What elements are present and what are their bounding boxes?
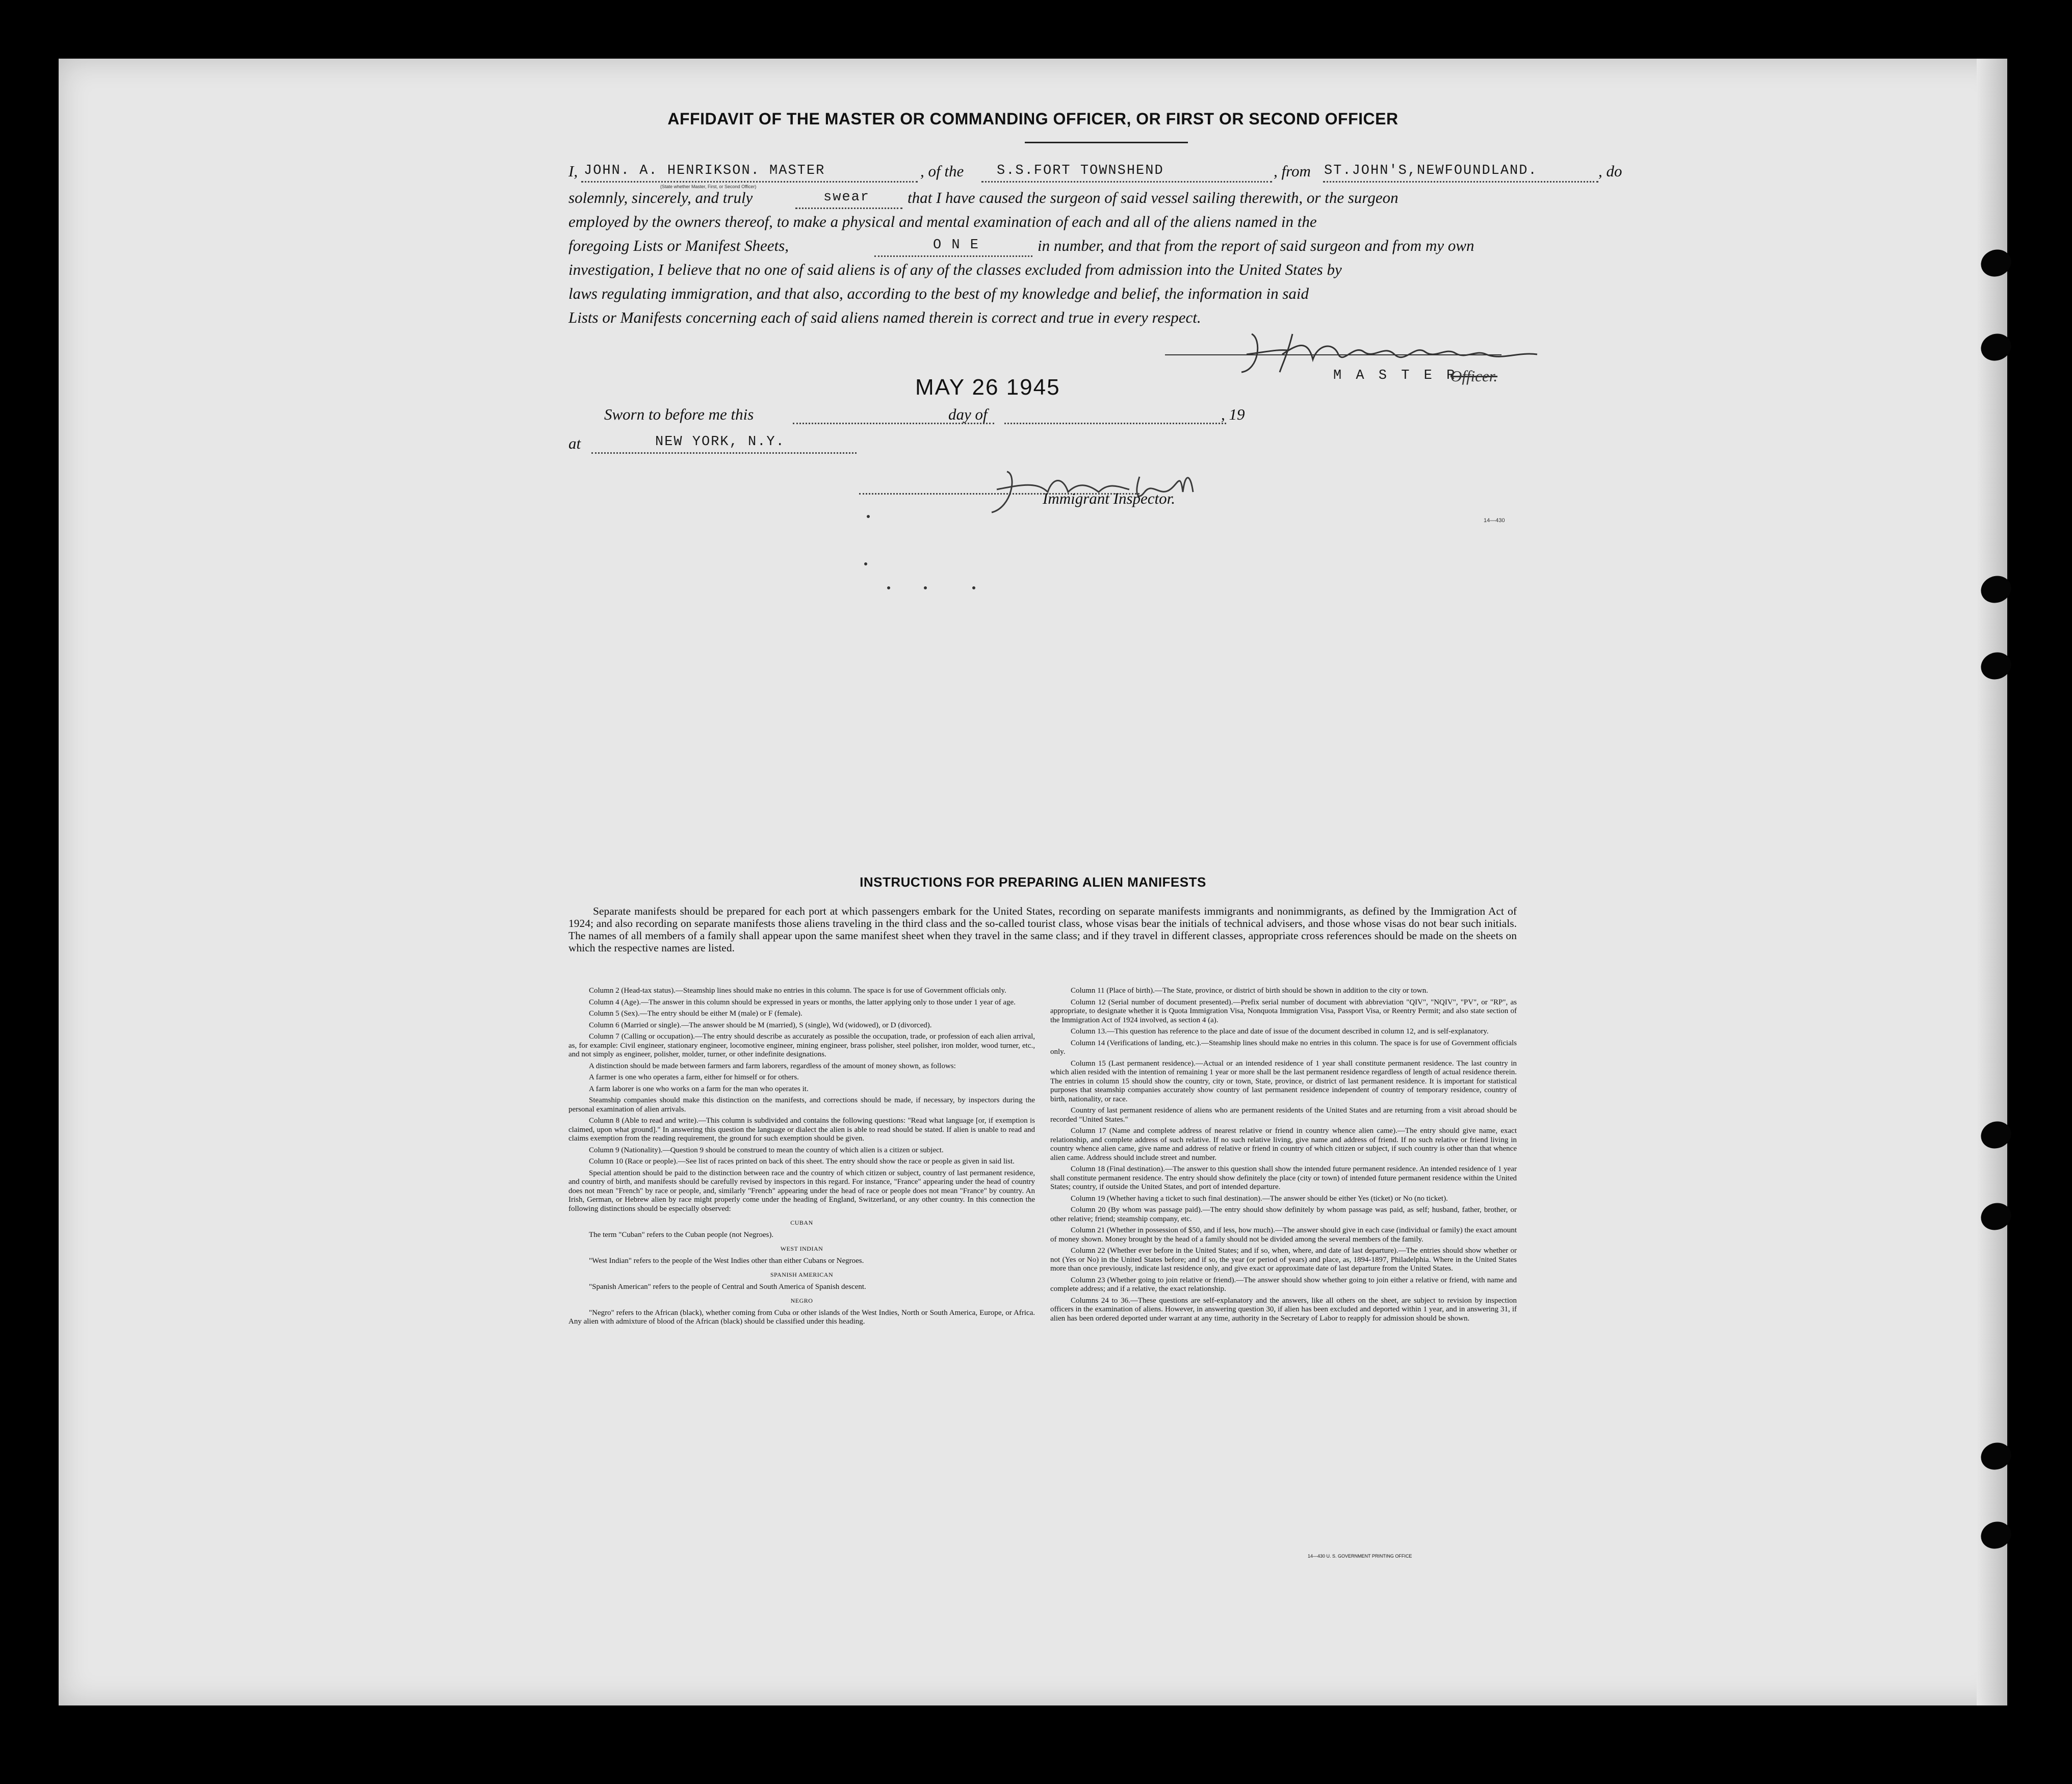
mark-dot bbox=[924, 586, 927, 589]
instruction-paragraph: Columns 24 to 36.—These questions are self-explanatory and the answers, like all others on the sheet, are subject to revision by inspection officers in the examination of aliens. However, in answering question 30, if alien has been excluded and deported within 1 year, and in answering 31, if alien has been ordered deported under warrant at any time, authority in the Secretary of Labor to reapply for admission should be shown. bbox=[1050, 1296, 1517, 1323]
form-number: 14—430 bbox=[1484, 518, 1505, 524]
instruction-paragraph: A farmer is one who operates a farm, either for himself or for others. bbox=[589, 1073, 799, 1081]
affidavit-line-2a: solemnly, sincerely, and truly bbox=[568, 189, 753, 206]
instruction-paragraph: Country of last permanent residence of aliens who are permanent residents of the United States and are returning from a visit abroad should be recorded "United States." bbox=[1050, 1106, 1517, 1124]
instruction-paragraph: Special attention should be paid to the distinction between race and the country of which citizen or subject, country of last permanent residence, and country of birth, and manifests should be carefully revised by inspectors in this regard. For instance, "France" appearing under the head of country does not mean "French" by race or people, and, similarly "French" appearing under the head of race or people does not mean "France" by country. An Irish, German, or Hebrew alien by race might properly come under the heading of England, Switzerland, or any other country. In this connection the following distinctions should be especially observed: bbox=[568, 1169, 1035, 1213]
instruction-paragraph: Column 20 (By whom was passage paid).—The entry should show definitely by whom passage was paid, as self; husband, father, brother, or other relative; friend; steamship company, etc. bbox=[1050, 1206, 1517, 1223]
affidavit-line-3: employed by the owners thereof, to make a physical and mental examination of each and all of the aliens named in the bbox=[568, 213, 1317, 230]
vessel-underline bbox=[981, 181, 1272, 183]
master-name: JOHN. A. HENRIKSON. MASTER bbox=[584, 163, 825, 178]
instructions-title: INSTRUCTIONS FOR PREPARING ALIEN MANIFESTS bbox=[860, 874, 1206, 890]
instructions-intro: Separate manifests should be prepared for each port at which passengers embark for the United States, recording on separate manifests immigrants and nonimmigrants, as defined by the Immigration Act of 1924; and also recording on separate manifests those aliens traveling in the third class and the so-called tourist class, whose visas bear the initials of technical advisers, and those whose visas do not bear such initials. The names of all members of a family shall appear upon the same manifest sheet when they travel in the same class; and if they travel in different classes, appropriate cross references should be made on the sheets on which the respective names are listed. bbox=[568, 905, 1517, 954]
sworn-text: Sworn to before me this bbox=[604, 405, 754, 423]
instruction-paragraph: Column 13.—This question has reference to the place and date of issue of the document described in column 12, and is self-explanatory. bbox=[1071, 1027, 1489, 1036]
name-underline bbox=[581, 181, 918, 183]
affidavit-line-6: laws regulating immigration, and that also, according to the best of my knowledge and belief, the information in said bbox=[568, 285, 1309, 302]
instruction-paragraph: Column 14 (Verifications of landing, etc.).—Steamship lines should make no entries in this column. The space is for use of Government officials only. bbox=[1050, 1039, 1517, 1056]
instruction-paragraph: Column 9 (Nationality).—Question 9 should be construed to mean the country of which alien is a citizen or subject. bbox=[589, 1146, 944, 1154]
subheading-west-indian: WEST INDIAN bbox=[780, 1245, 823, 1252]
instruction-paragraph: The term "Cuban" refers to the Cuban people (not Negroes). bbox=[589, 1230, 774, 1239]
instruction-paragraph: A farm laborer is one who works on a farm for the man who operates it. bbox=[589, 1084, 809, 1093]
of-the-text: , of the bbox=[920, 162, 964, 180]
affidavit-line-2b: that I have caused the surgeon of said vessel sailing therewith, or the surgeon bbox=[908, 189, 1398, 206]
instruction-paragraph: Column 18 (Final destination).—The answer to this question shall show the intended future permanent residence. An intended residence of 1 year shall constitute permanent residence. The entry should show definitely the place (city or town) of intended future permanent residence within the United States; country, if outside the United States, and port of intended departure. bbox=[1050, 1165, 1517, 1191]
date-stamp: MAY 26 1945 bbox=[915, 375, 1060, 400]
mark-dot bbox=[887, 586, 890, 589]
affidavit-i: I, bbox=[568, 162, 578, 180]
instruction-paragraph: Column 4 (Age).—The answer in this column should be expressed in years or months, the latter applying only to those under 1 year of age. bbox=[589, 998, 1016, 1006]
rank-note: (State whether Master, First, or Second Officer) bbox=[660, 184, 757, 189]
inspector-title: Immigrant Inspector. bbox=[1043, 489, 1176, 507]
at-text: at bbox=[568, 434, 581, 452]
instruction-paragraph: Column 17 (Name and complete address of nearest relative or friend in country whence alien came).—The entry should give name, exact relationship, and complete address of such relative. If no such relative living, give name and address of friend. If no such relative or friend living in country whence alien came, give name and address of relative or friend in country of which citizen or subject, if such country is other than that whence alien came. Address should include street and number. bbox=[1050, 1127, 1517, 1162]
affidavit-line-5: investigation, I believe that no one of said aliens is of any of the classes excluded from admission into the United States by bbox=[568, 261, 1342, 278]
affidavit-line-4a: foregoing Lists or Manifest Sheets, bbox=[568, 237, 789, 254]
instruction-paragraph: Column 2 (Head-tax status).—Steamship lines should make no entries in this column. The space is for use of Government officials only. bbox=[589, 987, 1006, 995]
subheading-spanish-american: SPANISH AMERICAN bbox=[770, 1271, 834, 1278]
place-underline bbox=[591, 452, 857, 454]
instruction-paragraph: Column 23 (Whether going to join relative or friend).—The answer should show whether going to join either a relative or friend, with name and complete address; and if a relative, the exact relationship. bbox=[1050, 1276, 1517, 1293]
instruction-paragraph: Column 8 (Able to read and write).—This column is subdivided and contains the following questions: "Read what language [or, if exemption is claimed, upon what ground]." In answering this question the language or dialect the alien is able to read should be stated. If alien is unable to read and claims exemption from the reading requirement, the ground for such exemption should be given. bbox=[568, 1117, 1035, 1143]
instruction-paragraph: Column 22 (Whether ever before in the United States; and if so, when, where, and date of last departure).—The entries should show whether or not (Yes or No) in the United States before; and if so, the year (or period of years) and place, as, 1894-1897, Philadelphia. Where in the United States more than once previously, indicate last residence only, and give exact or approximate date of last departure from the United States. bbox=[1050, 1247, 1517, 1273]
officer-struck: Officer. bbox=[1451, 367, 1498, 385]
affidavit-title: AFFIDAVIT OF THE MASTER OR COMMANDING OFFICER, OR FIRST OR SECOND OFFICER bbox=[667, 110, 1398, 128]
mark-dot bbox=[972, 586, 975, 589]
from-text: , from bbox=[1274, 162, 1311, 180]
instruction-paragraph: Steamship companies should make this distinction on the manifests, and corrections should be made, if necessary, by inspectors during the personal examination of alien arrivals. bbox=[568, 1096, 1035, 1114]
document-page bbox=[59, 59, 2007, 1705]
month-underline bbox=[1004, 423, 1226, 424]
instructions-right-column bbox=[1050, 987, 1517, 1326]
instruction-paragraph: "Negro" refers to the African (black), whether coming from Cuba or other islands of the West Indies, North or South America, Europe, or Africa. Any alien with admixture of blood of the African (black) should be classified under this heading. bbox=[568, 1308, 1035, 1326]
instruction-paragraph: "West Indian" refers to the people of the West Indies other than either Cubans or Negroes. bbox=[589, 1256, 864, 1265]
mark-dot bbox=[867, 515, 870, 518]
subheading-cuban: CUBAN bbox=[790, 1219, 813, 1226]
year-prefix: , 19 bbox=[1221, 405, 1245, 423]
instruction-paragraph: Column 11 (Place of birth).—The State, province, or district of birth should be shown in addition to the city or town. bbox=[1071, 987, 1428, 995]
instruction-paragraph: Column 21 (Whether in possession of $50, and if less, how much).—The answer should give in each case (individual or family) the exact amount of money shown. Money brought by the head of a family should not be divided among the several members of the family. bbox=[1050, 1226, 1517, 1244]
instruction-paragraph: Column 10 (Race or people).—See list of races printed on back of this sheet. The entry should show the race or people as given in said list. bbox=[589, 1157, 1015, 1166]
affidavit-line-7: Lists or Manifests concerning each of said aliens named therein is correct and true in every respect. bbox=[568, 308, 1201, 326]
sworn-place: NEW YORK, N.Y. bbox=[655, 434, 785, 450]
departure-port: ST.JOHN'S,NEWFOUNDLAND. bbox=[1324, 163, 1538, 178]
count-underline bbox=[874, 255, 1032, 257]
instruction-paragraph: Column 15 (Last permanent residence).—Actual or an intended residence of 1 year shall constitute permanent residence. The last country in which alien resided with the intention of remaining 1 year or more shall be the last permanent residence regardless of length of actual residence therein. The entries in column 15 should show the country, city or town, State, province, or district of last permanent residence. It is important for statistical purposes that steamship companies accurately show country of last permanent residence independent of country of temporary residence, country of birth, nationality, or race. bbox=[1050, 1059, 1517, 1103]
instruction-paragraph: A distinction should be made between farmers and farm laborers, regardless of the amount of money shown, as follows: bbox=[589, 1062, 956, 1070]
oath-word: swear bbox=[823, 190, 870, 205]
instruction-paragraph: "Spanish American" refers to the people of Central and South America of Spanish descent. bbox=[589, 1282, 866, 1291]
manifest-count: O N E bbox=[933, 238, 980, 253]
oath-underline bbox=[795, 208, 902, 209]
do-text: , do bbox=[1598, 162, 1622, 180]
instructions-left-column bbox=[568, 987, 1035, 1329]
printing-office-note: 14—430 U. S. GOVERNMENT PRINTING OFFICE bbox=[1308, 1554, 1412, 1559]
mark-dot bbox=[864, 562, 867, 565]
instruction-paragraph: Column 6 (Married or single).—The answer should be M (married), S (single), Wd (widowed), or D (divorced). bbox=[589, 1021, 932, 1029]
port-underline bbox=[1323, 181, 1598, 183]
affidavit-line-4b: in number, and that from the report of said surgeon and from my own bbox=[1038, 237, 1474, 254]
instruction-paragraph: Column 7 (Calling or occupation).—The entry should describe as accurately as possible the occupation, trade, or profession of each alien arrival, as, for example: Civil engineer, stationary engineer, locomotive engineer, mining engineer, brass polisher, steel polisher, iron molder, wood turner, etc., and not simply as engineer, polisher, molder, turner, or other indefinite designations. bbox=[568, 1032, 1035, 1058]
subheading-negro: NEGRO bbox=[790, 1297, 813, 1304]
instruction-paragraph: Column 5 (Sex).—The entry should be either M (male) or F (female). bbox=[589, 1010, 802, 1018]
master-rank: M A S T E R bbox=[1333, 368, 1458, 383]
vessel-name: S.S.FORT TOWNSHEND bbox=[997, 163, 1164, 178]
day-of-text: day of bbox=[948, 405, 988, 423]
instruction-paragraph: Column 19 (Whether having a ticket to such final destination).—The answer should be either Yes (ticket) or No (no ticket). bbox=[1071, 1194, 1448, 1203]
instruction-paragraph: Column 12 (Serial number of document presented).—Prefix serial number of document with abbreviation "QIV", "NQIV", "PV", or "RP", as appropriate, to designate whether it is Quota Immigration Visa, Nonquota Immigration Visa, Passport Visa, or Reentry Permit; and also state section of the Immigration Act of 1924 involved, as section 4 (a). bbox=[1050, 998, 1517, 1024]
title-rule bbox=[1025, 142, 1188, 143]
